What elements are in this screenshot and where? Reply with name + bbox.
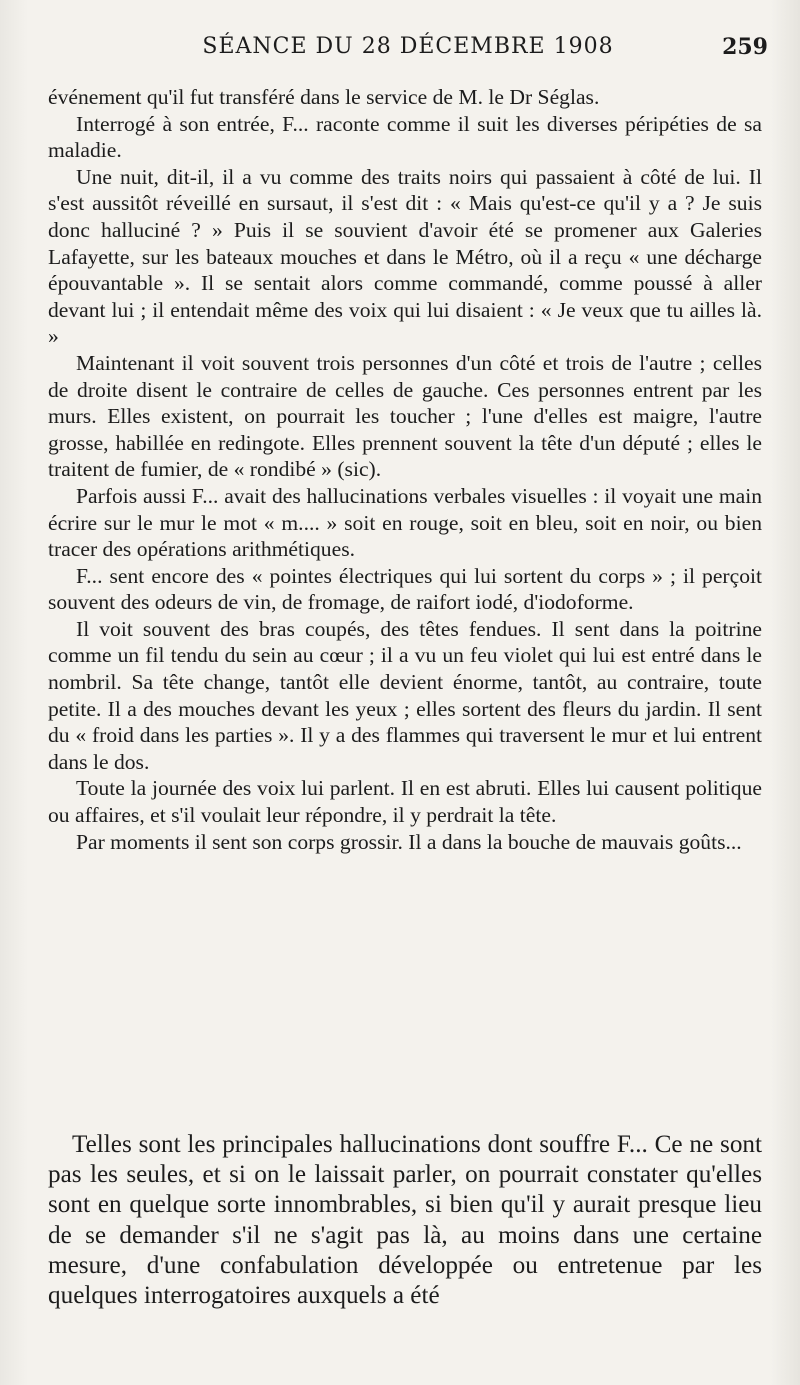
large-text-block (48, 1130, 762, 1311)
page-number: 259 (722, 34, 768, 60)
paragraph-3: Une nuit, dit-il, il a vu comme des traits noirs qui passaient à côté de lui. Il s'est aussitôt réveillé en sursaut, il s'est dit : « Mais qu'est-ce qu'il y a ? Je suis donc halluciné ? » Puis il se souvient d'avoir été se promener aux Galeries Lafayette, sur les bateaux mouches et dans le Métro, où il a reçu « une décharge épouvantable ». Il se sentait alors comme commandé, comme poussé à aller devant lui ; il entendait même des voix qui lui disaient : « Je veux que tu ailles là. » (48, 164, 762, 349)
paragraph-2: Interrogé à son entrée, F... raconte comme il suit les diverses péripéties de sa maladie. (48, 111, 762, 163)
paragraph-1: événement qu'il fut transféré dans le service de M. le Dr Séglas. (48, 85, 600, 109)
paragraph-9: Par moments il sent son corps grossir. Il a dans la bouche de mauvais goûts... (76, 829, 742, 854)
page-header (48, 34, 768, 74)
paragraph-5: Parfois aussi F... avait des hallucinations verbales visuelles : il voyait une main écrire sur le mur le mot « m.... » soit en rouge, soit en bleu, soit en noir, ou bien tracer des opérations arithmétiques. (48, 483, 762, 562)
large-paragraph: Telles sont les principales hallucinations dont souffre F... Ce ne sont pas les seules, et si on le laissait parler, on pourrait constater qu'elles sont en quelque sorte innombrables, si bien qu'il y aurait presque lieu de se demander s'il ne s'agit pas là, au moins dans une certaine mesure, d'une confabulation développée ou entretenue par les quelques interrogatoires auxquels a été (48, 1131, 762, 1310)
paragraph-6: F... sent encore des « pointes électriques qui lui sortent du corps » ; il perçoit souvent des odeurs de vin, de fromage, de raifort iodé, d'iodoforme. (48, 563, 762, 615)
running-head: SÉANCE DU 28 DÉCEMBRE 1908 (202, 34, 614, 59)
paragraph-7: Il voit souvent des bras coupés, des têtes fendues. Il sent dans la poitrine comme un fil tendu du sein au cœur ; il a vu un feu violet qui lui est entré dans le nombril. Sa tête change, tantôt elle devient énorme, tantôt, au contraire, toute petite. Il a des mouches devant les yeux ; elles sortent des fleurs du jardin. Il sent du « froid dans les parties ». Il y a des flammes qui traversent le mur et lui entrent dans le dos. (48, 616, 762, 774)
body-text (48, 84, 762, 855)
paragraph-4: Maintenant il voit souvent trois personnes d'un côté et trois de l'autre ; celles de droite disent le contraire de celles de gauche. Ces personnes entrent par les murs. Elles existent, on pourrait les toucher ; l'une d'elles est maigre, l'autre grosse, habillée en redingote. Elles prennent souvent la tête d'un député ; elles le traitent de fumier, de « rondibé » (sic). (48, 350, 762, 482)
paragraph-8: Toute la journée des voix lui parlent. Il en est abruti. Elles lui causent politique ou affaires, et s'il voulait leur répondre, il y perdrait la tête. (48, 776, 762, 828)
